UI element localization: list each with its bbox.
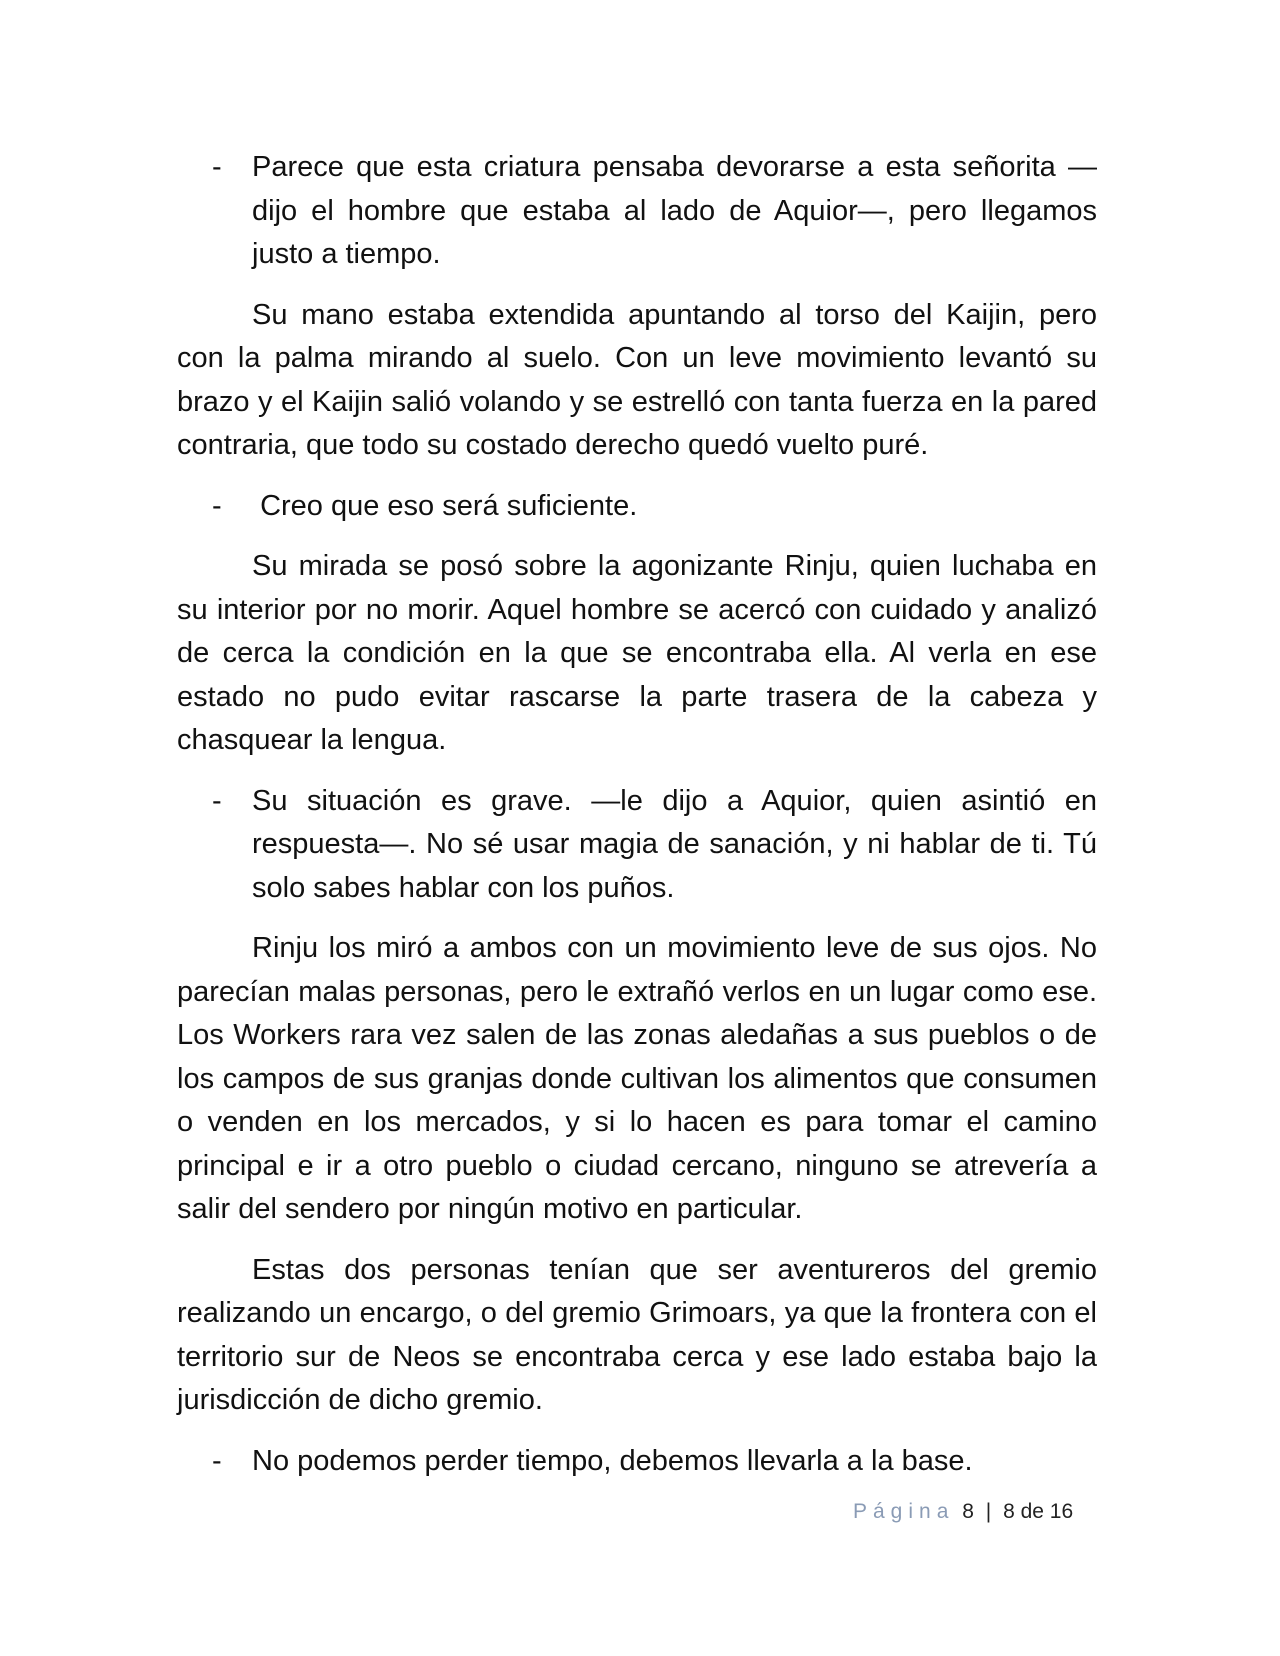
dialogue-text: Su situación es grave. —le dijo a Aquior, quien asintió en respuesta—. No sé usar magia de sanación, y ni hablar de ti. Tú solo sabes hablar con los puños. [252, 784, 1097, 904]
dialogue-line [177, 146, 1097, 277]
dialogue-text: Parece que esta criatura pensaba devorarse a esta señorita —dijo el hombre que estaba al lado de Aquior—, pero llegamos justo a tiempo. [252, 151, 1097, 270]
footer-separator: | [985, 1500, 992, 1523]
dialogue-dash: - [212, 489, 222, 522]
dialogue-dash: - [212, 1444, 222, 1477]
page-count: 8 de 16 [1003, 1500, 1074, 1523]
page-label: Página [853, 1500, 955, 1523]
paragraph: Su mirada se posó sobre la agonizante Rinju, quien luchaba en su interior por no morir. Aquel hombre se acercó con cuidado y analizó de cerca la condición en la que se encontraba ella. Al verla en ese estado no pudo evitar rascarse la parte trasera de la cabeza y chasquear la lengua. [177, 550, 1097, 756]
paragraph: Rinju los miró a ambos con un movimiento leve de sus ojos. No parecían malas personas, pero le extrañó verlos en un lugar como ese. Los Workers rara vez salen de las zonas aledañas a sus pueblos o de los campos de sus granjas donde cultivan los alimentos que consumen o venden en los mercados, y si lo hacen es para tomar el camino principal e ir a otro pueblo o ciudad cercano, ninguno se atrevería a salir del sendero por ningún motivo en particular. [177, 932, 1097, 1225]
body-text [177, 146, 1097, 1500]
dialogue-dash: - [212, 151, 222, 183]
dialogue-line [177, 1440, 1097, 1484]
dialogue-line [177, 485, 1097, 529]
dialogue-dash: - [212, 784, 222, 817]
paragraph: Su mano estaba extendida apuntando al torso del Kaijin, pero con la palma mirando al suelo. Con un leve movimiento levantó su brazo y el Kaijin salió volando y se estrelló con tanta fuerza en la pared contraria, que todo su costado derecho quedó vuelto puré. [177, 298, 1097, 461]
dialogue-line [177, 780, 1097, 911]
paragraph: Estas dos personas tenían que ser aventureros del gremio realizando un encargo, o del gremio Grimoars, ya que la frontera con el territorio sur de Neos se encontraba cerca y ese lado estaba bajo la jurisdicción de dicho gremio. [177, 1253, 1097, 1416]
dialogue-text: Creo que eso será suficiente. [252, 489, 638, 522]
page-number: 8 [962, 1500, 974, 1523]
page-footer [853, 1497, 1073, 1527]
dialogue-text: No podemos perder tiempo, debemos llevarla a la base. [252, 1444, 973, 1477]
